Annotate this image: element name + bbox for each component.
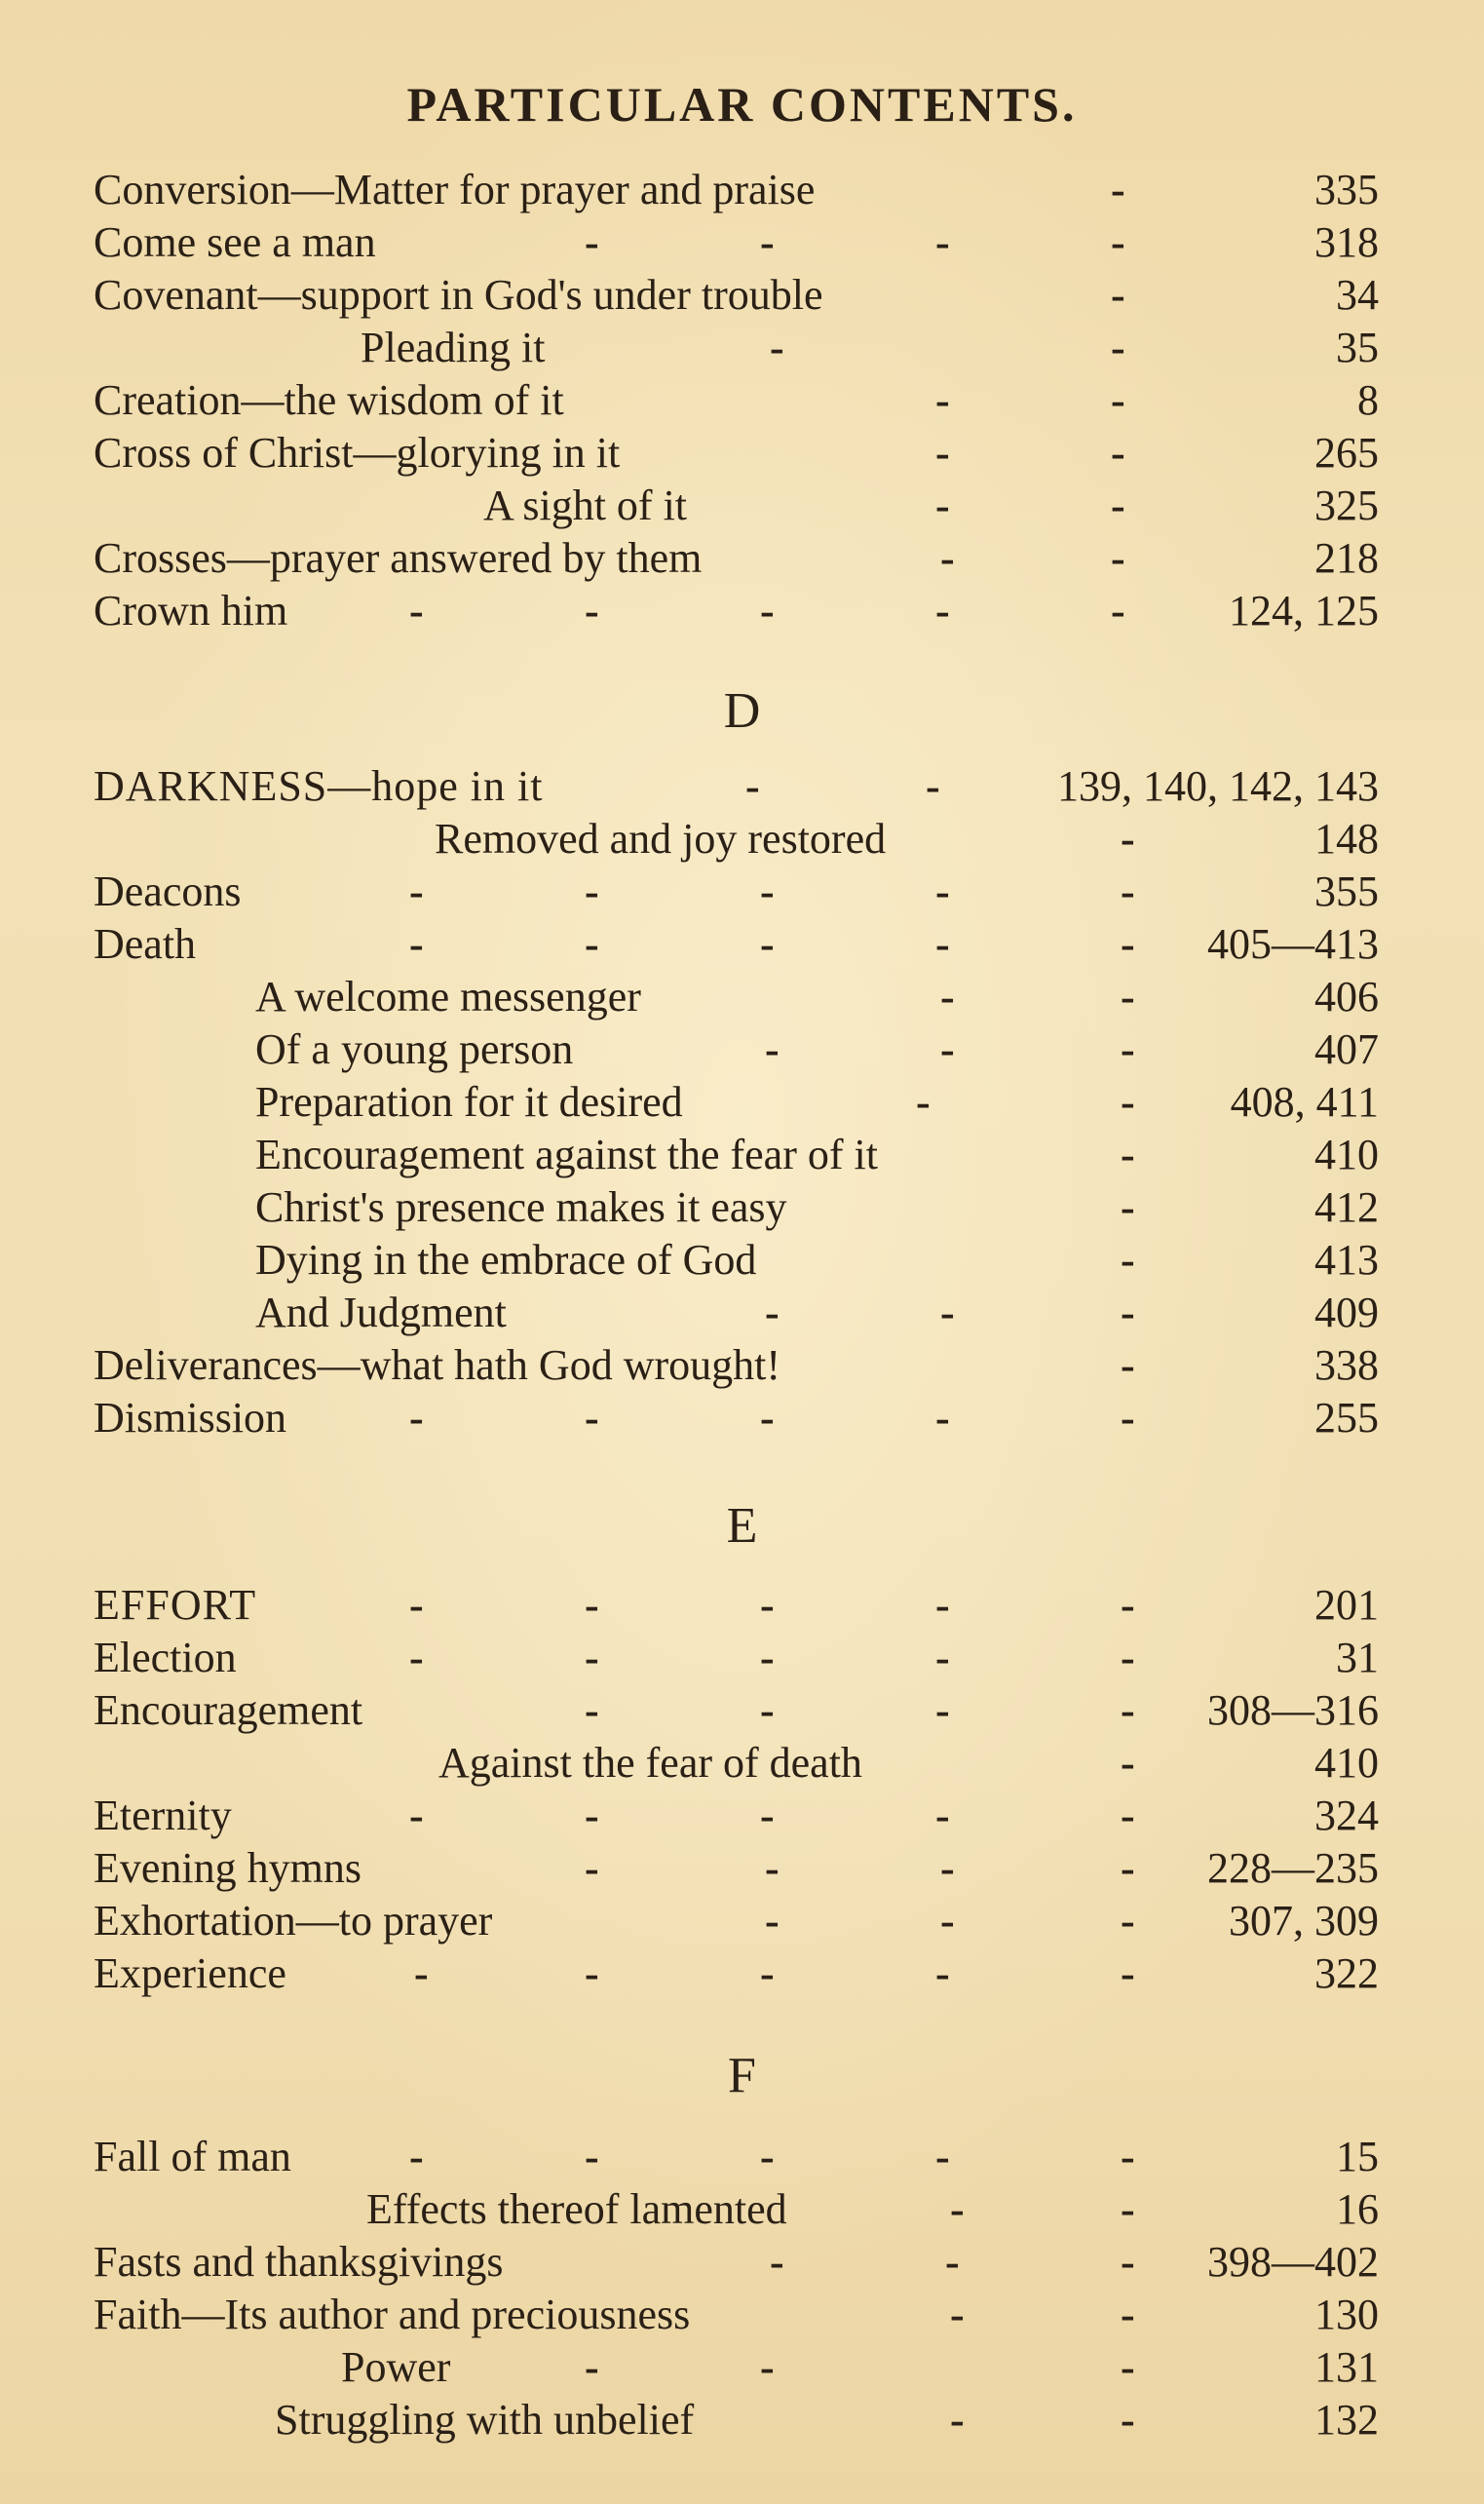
leader-dash: - xyxy=(935,482,950,529)
leader-dash: - xyxy=(1111,218,1125,266)
leader-dash: - xyxy=(1111,324,1125,371)
entry-label: Deacons xyxy=(94,867,242,915)
index-entry xyxy=(0,1023,1484,1076)
entry-label: Pleading it xyxy=(361,324,546,371)
entry-page: 412 xyxy=(1314,1183,1379,1231)
index-entry xyxy=(0,532,1484,585)
leader-dash: - xyxy=(1121,867,1135,915)
entry-label: Effects thereof lamented xyxy=(366,2185,787,2233)
leader-dash: - xyxy=(935,1791,950,1839)
index-entry xyxy=(0,2394,1484,2446)
leader-dash: - xyxy=(935,920,950,968)
leader-dash: - xyxy=(1121,2291,1135,2338)
entry-label: A welcome messenger xyxy=(255,973,641,1021)
entry-page: 34 xyxy=(1336,271,1379,319)
leader-dash: - xyxy=(1121,2133,1135,2180)
entry-page: 398—402 xyxy=(1207,2238,1379,2286)
leader-dash: - xyxy=(1111,534,1125,582)
entry-label: Eternity xyxy=(94,1791,232,1839)
entry-label: Evening hymns xyxy=(94,1844,361,1892)
leader-dash: - xyxy=(760,218,775,266)
leader-dash: - xyxy=(409,1394,424,1442)
index-entry xyxy=(0,1287,1484,1339)
leader-dash: - xyxy=(760,1686,775,1734)
index-entry xyxy=(0,322,1484,374)
entry-label: Creation—the wisdom of it xyxy=(94,376,564,424)
leader-dash: - xyxy=(935,1581,950,1629)
leader-dash: - xyxy=(940,534,955,582)
leader-dash: - xyxy=(1121,2396,1135,2444)
leader-dash: - xyxy=(1121,973,1135,1021)
leader-dash: - xyxy=(585,920,599,968)
leader-dash: - xyxy=(409,587,424,635)
entry-page: 410 xyxy=(1314,1739,1379,1787)
leader-dash: - xyxy=(935,867,950,915)
section-letter-f: F xyxy=(728,2048,756,2103)
entry-page: 201 xyxy=(1314,1581,1379,1629)
leader-dash: - xyxy=(760,1634,775,1681)
leader-dash: - xyxy=(585,587,599,635)
leader-dash: - xyxy=(940,1289,955,1336)
entry-label: Experience xyxy=(94,1949,286,1997)
leader-dash: - xyxy=(409,1634,424,1681)
leader-dash: - xyxy=(1121,1236,1135,1284)
leader-dash: - xyxy=(760,1394,775,1442)
leader-dash: - xyxy=(770,324,784,371)
entry-page: 265 xyxy=(1314,429,1379,477)
index-entry xyxy=(0,2183,1484,2236)
entry-page: 8 xyxy=(1357,376,1379,424)
leader-dash: - xyxy=(940,1897,955,1945)
leader-dash: - xyxy=(935,1949,950,1997)
index-entry xyxy=(0,1684,1484,1737)
leader-dash: - xyxy=(760,2343,775,2391)
entry-page: 130 xyxy=(1314,2291,1379,2338)
entry-label: Encouragement against the fear of it xyxy=(255,1131,878,1178)
leader-dash: - xyxy=(1121,1686,1135,1734)
entry-label: Preparation for it desired xyxy=(255,1078,683,1126)
entry-label: Dying in the embrace of God xyxy=(255,1236,757,1284)
leader-dash: - xyxy=(1121,1289,1135,1336)
entry-page: 148 xyxy=(1314,815,1379,863)
leader-dash: - xyxy=(1121,2238,1135,2286)
leader-dash: - xyxy=(585,867,599,915)
leader-dash: - xyxy=(1121,920,1135,968)
index-entry xyxy=(0,1895,1484,1947)
entry-label: Crown him xyxy=(94,587,288,635)
entry-page: 132 xyxy=(1314,2396,1379,2444)
entry-page: 35 xyxy=(1336,324,1379,371)
leader-dash: - xyxy=(1121,2185,1135,2233)
entry-page: 318 xyxy=(1314,218,1379,266)
leader-dash: - xyxy=(1111,587,1125,635)
index-entry xyxy=(0,269,1484,322)
entry-label: Christ's presence makes it easy xyxy=(255,1183,787,1231)
index-entry xyxy=(0,1790,1484,1842)
leader-dash: - xyxy=(585,1394,599,1442)
index-entry xyxy=(0,1339,1484,1392)
entry-page: 322 xyxy=(1314,1949,1379,1997)
leader-dash: - xyxy=(1121,1844,1135,1892)
entry-label: Faith—Its author and preciousness xyxy=(94,2291,691,2338)
leader-dash: - xyxy=(765,1897,780,1945)
page-header: PARTICULAR CONTENTS. xyxy=(406,77,1078,132)
leader-dash: - xyxy=(1121,1949,1135,1997)
index-entry xyxy=(0,760,1484,813)
entry-label: Exhortation—to prayer xyxy=(94,1897,493,1945)
entry-page: 131 xyxy=(1314,2343,1379,2391)
leader-dash: - xyxy=(1111,429,1125,477)
entry-label: Removed and joy restored xyxy=(435,815,887,863)
leader-dash: - xyxy=(1111,376,1125,424)
entry-label: Fasts and thanksgivings xyxy=(94,2238,504,2286)
leader-dash: - xyxy=(409,1581,424,1629)
leader-dash: - xyxy=(1121,1078,1135,1126)
entry-page: 255 xyxy=(1314,1394,1379,1442)
entry-page: 15 xyxy=(1336,2133,1379,2180)
index-entry xyxy=(0,918,1484,971)
leader-dash: - xyxy=(760,587,775,635)
entry-page: 409 xyxy=(1314,1289,1379,1336)
leader-dash: - xyxy=(1121,1897,1135,1945)
entry-label: Deliverances—what hath God wrought! xyxy=(94,1341,781,1389)
leader-dash: - xyxy=(765,1025,780,1073)
leader-dash: - xyxy=(1111,482,1125,529)
leader-dash: - xyxy=(1121,1394,1135,1442)
index-entry xyxy=(0,1181,1484,1234)
leader-dash: - xyxy=(1121,815,1135,863)
index-entry xyxy=(0,2236,1484,2289)
leader-dash: - xyxy=(935,1394,950,1442)
leader-dash: - xyxy=(1111,166,1125,213)
entry-page: 308—316 xyxy=(1207,1686,1379,1734)
section-letter-e: E xyxy=(726,1498,758,1554)
leader-dash: - xyxy=(1121,1025,1135,1073)
entry-page: 338 xyxy=(1314,1341,1379,1389)
leader-dash: - xyxy=(585,1686,599,1734)
leader-dash: - xyxy=(935,376,950,424)
leader-dash: - xyxy=(926,762,940,810)
leader-dash: - xyxy=(1121,2343,1135,2391)
leader-dash: - xyxy=(760,1581,775,1629)
index-entry xyxy=(0,216,1484,269)
leader-dash: - xyxy=(950,2291,965,2338)
leader-dash: - xyxy=(940,973,955,1021)
leader-dash: - xyxy=(585,1791,599,1839)
index-entry xyxy=(0,480,1484,532)
entry-page: 325 xyxy=(1314,482,1379,529)
leader-dash: - xyxy=(1121,1634,1135,1681)
index-entry xyxy=(0,971,1484,1023)
leader-dash: - xyxy=(935,1686,950,1734)
entry-label: Election xyxy=(94,1634,237,1681)
entry-label: Encouragement xyxy=(94,1686,363,1734)
index-entry xyxy=(0,2289,1484,2341)
entry-page: 124, 125 xyxy=(1229,587,1379,635)
entry-page: 324 xyxy=(1314,1791,1379,1839)
entry-label: Crosses—prayer answered by them xyxy=(94,534,703,582)
index-entry xyxy=(0,1234,1484,1287)
leader-dash: - xyxy=(760,1791,775,1839)
leader-dash: - xyxy=(1121,1739,1135,1787)
entry-label: A sight of it xyxy=(483,482,688,529)
entry-label: DARKNESS—hope in it xyxy=(94,762,544,810)
index-entry xyxy=(0,1076,1484,1129)
leader-dash: - xyxy=(1121,1791,1135,1839)
entry-page: 16 xyxy=(1336,2185,1379,2233)
entry-label: And Judgment xyxy=(255,1289,507,1336)
index-entry xyxy=(0,585,1484,637)
leader-dash: - xyxy=(1121,1183,1135,1231)
entry-page: 407 xyxy=(1314,1025,1379,1073)
leader-dash: - xyxy=(1121,1131,1135,1178)
leader-dash: - xyxy=(409,867,424,915)
entry-label: Conversion—Matter for prayer and praise xyxy=(94,166,816,213)
leader-dash: - xyxy=(765,1844,780,1892)
index-entry xyxy=(0,374,1484,427)
leader-dash: - xyxy=(940,1844,955,1892)
entry-label: Dismission xyxy=(94,1394,287,1442)
entry-page: 139, 140, 142, 143 xyxy=(1057,762,1379,810)
leader-dash: - xyxy=(585,1634,599,1681)
leader-dash: - xyxy=(916,1078,931,1126)
entry-page: 335 xyxy=(1314,166,1379,213)
entry-page: 307, 309 xyxy=(1229,1897,1379,1945)
leader-dash: - xyxy=(585,2133,599,2180)
leader-dash: - xyxy=(935,587,950,635)
leader-dash: - xyxy=(409,920,424,968)
leader-dash: - xyxy=(585,2343,599,2391)
index-entry xyxy=(0,1737,1484,1790)
leader-dash: - xyxy=(760,2133,775,2180)
leader-dash: - xyxy=(1121,1581,1135,1629)
leader-dash: - xyxy=(935,429,950,477)
entry-label: Fall of man xyxy=(94,2133,291,2180)
leader-dash: - xyxy=(935,1634,950,1681)
entry-label: Struggling with unbelief xyxy=(275,2396,695,2444)
leader-dash: - xyxy=(935,218,950,266)
leader-dash: - xyxy=(1111,271,1125,319)
entry-page: 355 xyxy=(1314,867,1379,915)
entry-page: 408, 411 xyxy=(1230,1078,1379,1126)
entry-label: Death xyxy=(94,920,197,968)
leader-dash: - xyxy=(585,1581,599,1629)
leader-dash: - xyxy=(770,2238,784,2286)
leader-dash: - xyxy=(1121,1341,1135,1389)
entry-page: 405—413 xyxy=(1207,920,1379,968)
leader-dash: - xyxy=(585,1844,599,1892)
section-letter-d: D xyxy=(723,683,761,739)
entry-label: EFFORT xyxy=(94,1581,257,1629)
entry-page: 410 xyxy=(1314,1131,1379,1178)
leader-dash: - xyxy=(950,2185,965,2233)
leader-dash: - xyxy=(414,1949,429,1997)
index-entry xyxy=(0,2341,1484,2394)
leader-dash: - xyxy=(935,2133,950,2180)
leader-dash: - xyxy=(760,1949,775,1997)
index-entry xyxy=(0,427,1484,480)
leader-dash: - xyxy=(585,218,599,266)
index-entry xyxy=(0,1632,1484,1684)
index-entry xyxy=(0,866,1484,918)
entry-page: 31 xyxy=(1336,1634,1379,1681)
entry-page: 413 xyxy=(1314,1236,1379,1284)
leader-dash: - xyxy=(585,1949,599,1997)
leader-dash: - xyxy=(940,1025,955,1073)
entry-label: Power xyxy=(341,2343,451,2391)
entry-page: 406 xyxy=(1314,973,1379,1021)
leader-dash: - xyxy=(409,1791,424,1839)
leader-dash: - xyxy=(945,2238,960,2286)
entry-label: Covenant—support in God's under trouble xyxy=(94,271,823,319)
entry-label: Come see a man xyxy=(94,218,376,266)
index-entry xyxy=(0,2131,1484,2183)
index-entry xyxy=(0,1842,1484,1895)
entry-label: Cross of Christ—glorying in it xyxy=(94,429,621,477)
entry-label: Of a young person xyxy=(255,1025,574,1073)
index-entry xyxy=(0,1947,1484,2000)
index-entry xyxy=(0,1129,1484,1181)
leader-dash: - xyxy=(950,2396,965,2444)
leader-dash: - xyxy=(760,867,775,915)
entry-page: 218 xyxy=(1314,534,1379,582)
index-entry xyxy=(0,1579,1484,1632)
leader-dash: - xyxy=(745,762,760,810)
index-entry xyxy=(0,164,1484,216)
leader-dash: - xyxy=(409,2133,424,2180)
index-entry xyxy=(0,813,1484,866)
entry-label: Against the fear of death xyxy=(438,1739,862,1787)
entry-page: 228—235 xyxy=(1207,1844,1379,1892)
leader-dash: - xyxy=(765,1289,780,1336)
index-entry xyxy=(0,1392,1484,1445)
leader-dash: - xyxy=(760,920,775,968)
